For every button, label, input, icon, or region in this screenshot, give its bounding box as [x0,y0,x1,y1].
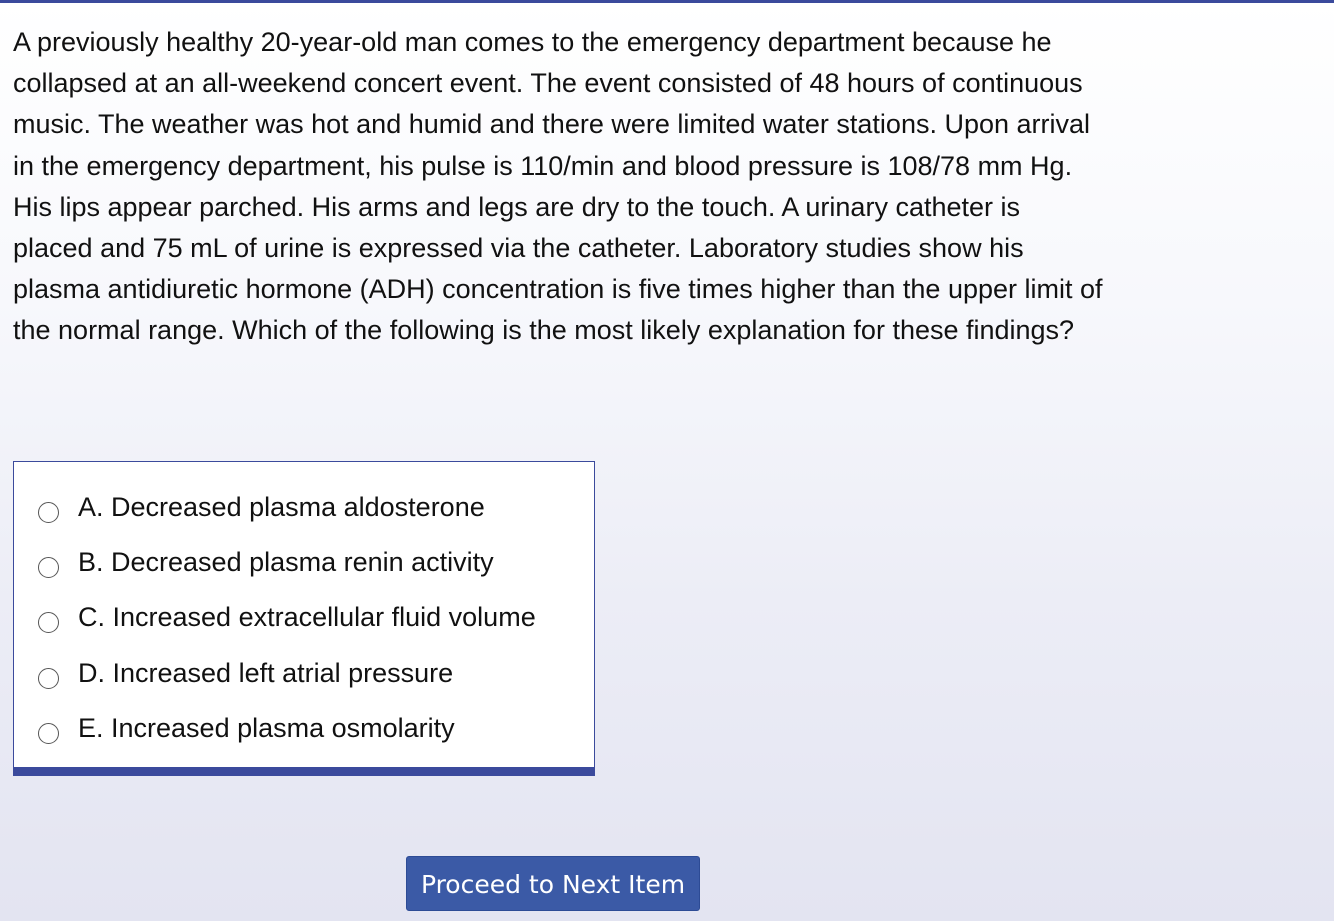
answer-option-c[interactable] [38,597,536,637]
question-stem: A previously healthy 20-year-old man comes to the emergency department because he collapsed at an all-weekend concert event. The event consisted of 48 hours of continuous music. The weather was hot and humid and there were limited water stations. Upon arrival in the emergency department, his pulse is 110/min and blood pressure is 108/78 mm Hg. His lips appear parched. His arms and legs are dry to the touch. A urinary catheter is placed and 75 mL of urine is expressed via the catheter. Laboratory studies show his plasma antidiuretic hormone (ADH) concentration is five times higher than the upper limit of the normal range. Which of the following is the most likely explanation for these findings? [13,27,1103,346]
radio-button-icon[interactable] [38,668,59,689]
answer-label: D. Increased left atrial pressure [78,657,454,688]
answer-label: C. Increased extracellular fluid volume [78,601,536,632]
answer-option-e[interactable] [38,708,455,748]
answer-choices-box [13,461,595,776]
answer-option-a[interactable] [38,487,485,527]
answer-option-b[interactable] [38,542,494,582]
answer-option-d[interactable] [38,653,453,693]
answer-label: E. Increased plasma osmolarity [78,712,455,743]
answer-label: B. Decreased plasma renin activity [78,546,494,577]
top-accent-bar [0,0,1334,3]
radio-button-icon[interactable] [38,612,59,633]
radio-button-icon[interactable] [38,502,59,523]
radio-button-icon[interactable] [38,723,59,744]
answer-label: A. Decreased plasma aldosterone [78,491,485,522]
proceed-next-item-button[interactable]: Proceed to Next Item [406,856,700,911]
radio-button-icon[interactable] [38,557,59,578]
